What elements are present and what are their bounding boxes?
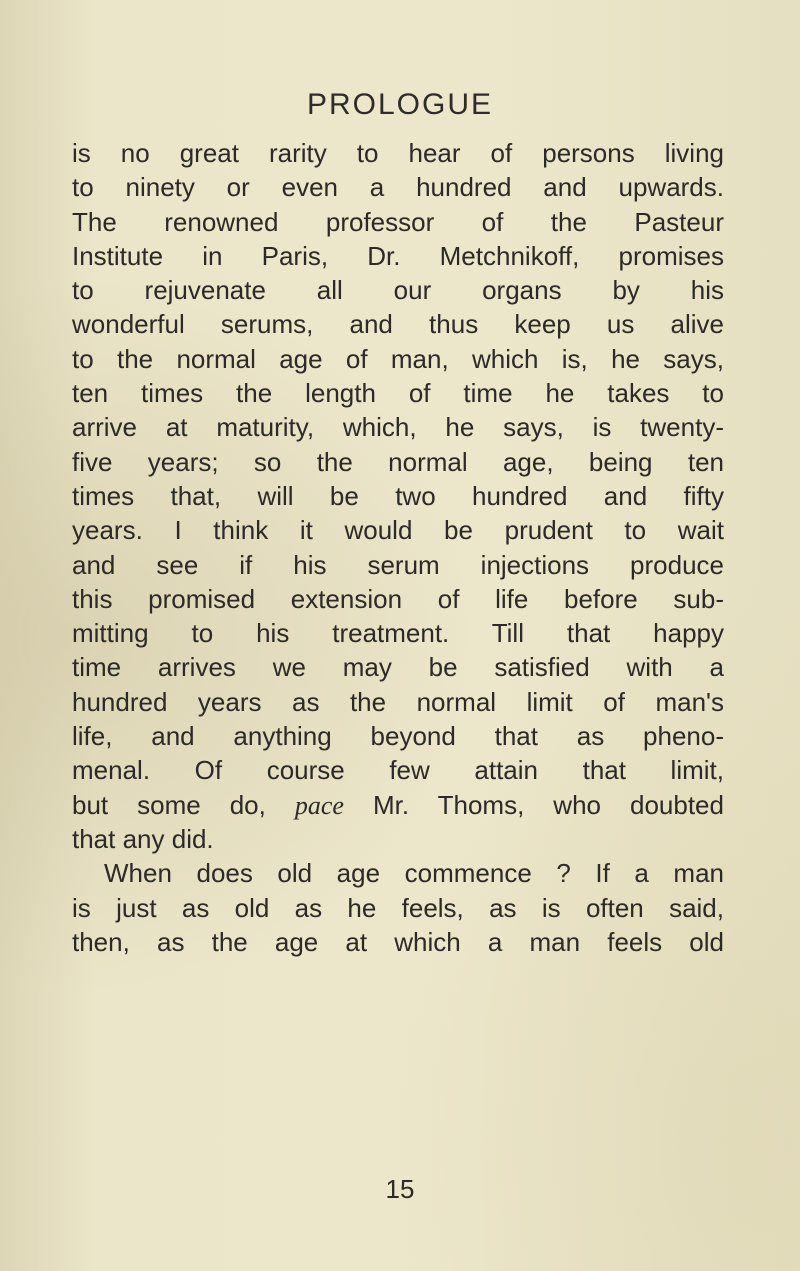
text-line: years. I think it would be prudent to wait xyxy=(72,515,724,546)
text-line: Institute in Paris, Dr. Metchnikoff, promises xyxy=(72,240,724,271)
text-line: hundred years as the normal limit of man's xyxy=(72,686,724,717)
text-line: then, as the age at which a man feels old xyxy=(72,926,724,957)
text-line: to rejuvenate all our organs by his xyxy=(72,275,724,306)
text-line: to the normal age of man, which is, he says, xyxy=(72,343,724,374)
text-line: life, and anything beyond that as pheno- xyxy=(72,721,724,752)
text-line: time arrives we may be satisfied with a xyxy=(72,652,724,683)
text-fragment: but some do, xyxy=(72,789,295,820)
text-line: this promised extension of life before sub- xyxy=(72,583,724,614)
text-line: wonderful serums, and thus keep us alive xyxy=(72,309,724,340)
text-line: The renowned professor of the Pasteur xyxy=(72,206,724,237)
text-line: and see if his serum injections produce xyxy=(72,549,724,580)
text-line: mitting to his treatment. Till that happy xyxy=(72,618,724,649)
text-line: five years; so the normal age, being ten xyxy=(72,446,724,477)
body-text xyxy=(72,136,724,959)
page-number: 15 xyxy=(385,1174,415,1204)
text-fragment: Mr. Thoms, who doubted xyxy=(343,789,724,820)
text-line: arrive at maturity, which, he says, is twenty- xyxy=(72,412,724,443)
text-line-with-italic xyxy=(72,788,724,822)
running-head: PROLOGUE xyxy=(306,88,494,121)
paragraph-start-line: When does old age commence ? If a man xyxy=(104,858,724,889)
text-line: times that, will be two hundred and fifty xyxy=(72,480,724,511)
text-line: is just as old as he feels, as is often said, xyxy=(72,892,724,923)
italic-word: pace xyxy=(294,790,344,820)
text-line: ten times the length of time he takes to xyxy=(72,378,724,409)
paragraph-end-line: that any did. xyxy=(72,823,214,854)
text-line: is no great rarity to hear of persons living xyxy=(72,138,724,168)
text-line: menal. Of course few attain that limit, xyxy=(72,755,724,786)
text-line: to ninety or even a hundred and upwards. xyxy=(72,172,724,203)
